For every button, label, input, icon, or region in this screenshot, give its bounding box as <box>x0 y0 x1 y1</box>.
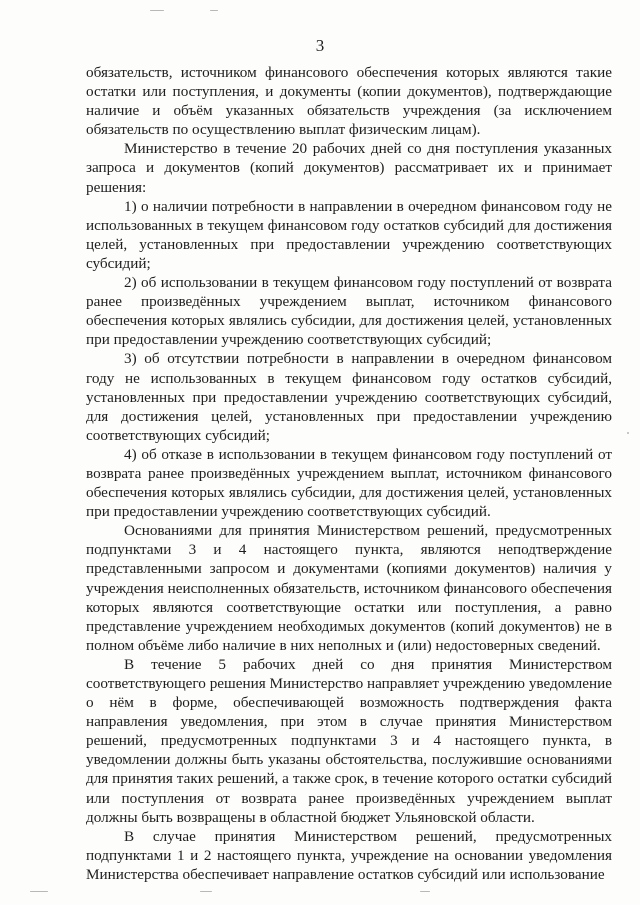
paragraph: Основаниями для принятия Министерством решений, предусмотренных подпунктами 3 и 4 настоящего пункта, являются неподтверждение представленными запросом и документами (копиями документов) наличия у учреждения неисполненных обязательств, источником финансового обеспечения которых являются соответствующие остатки или поступления, а равно представление учреждением необходимых документов (копий документов) не в полном объёме либо наличие в них неполных и (или) недостоверных сведений. <box>86 522 612 654</box>
scan-speck <box>150 10 164 11</box>
page-number: 3 <box>315 36 325 55</box>
list-item: 2) об использовании в текущем финансовом году поступлений от возврата ранее произведённых учреждением выплат, источником финансового обеспечения которых являлись субсидии, для достижения целей, установленных при предоставлении учреждению соответствующих субсидий; <box>86 274 612 349</box>
paragraph: В случае принятия Министерством решений, предусмотренных подпунктами 1 и 2 настоящего пункта, учреждение на основании уведомления Министерства обеспечивает направление остатков субсидий или использование <box>86 827 612 883</box>
list-item: 4) об отказе в использовании в текущем финансовом году поступлений от возврата ранее произведённых учреждением выплат, источником финансового обеспечения которых являлись субсидии, для достижения целей, установленных при предоставлении учреждению соответствующих субсидий. <box>86 445 612 521</box>
body-text <box>86 63 612 884</box>
scan-speck <box>210 10 218 11</box>
paragraph: обязательств, источником финансового обеспечения которых являются такие остатки или поступления, и документы (копии документов), подтверждающие наличие и объём указанных обязательств учреждения (за исключением обязательств по осуществлению выплат физическим лицам). <box>86 64 612 139</box>
paragraph: Министерство в течение 20 рабочих дней со дня поступления указанных запроса и документов (копий документов) рассматривает их и принимает решения: <box>86 140 612 196</box>
paragraph: В течение 5 рабочих дней со дня принятия Министерством соответствующего решения Министерство направляет учреждению уведомление о нём в форме, обеспечивающей возможность подтверждения факта направления уведомления, при этом в случае принятия Министерством решений, предусмотренных подпунктами 3 и 4 настоящего пункта, в уведомлении должны быть указаны обстоятельства, послужившие основаниями для принятия таких решений, а также срок, в течение которого остатки субсидий или поступления от возврата ранее произведённых учреждением выплат должны быть возвращены в областной бюджет Ульяновской области. <box>86 655 612 826</box>
scan-speck <box>30 891 48 892</box>
scan-speck <box>627 432 629 434</box>
list-item: 1) о наличии потребности в направлении в очередном финансовом году не использованных в текущем финансовом году остатков субсидий для достижения целей, установленных при предоставлении учреждению соответствующих субсидий; <box>86 197 612 272</box>
scan-speck <box>200 891 212 892</box>
list-item: 3) об отсутствии потребности в направлении в очередном финансовом году не использованных в текущем финансовом году остатков субсидий, установленных при предоставлении учреждению соответствующих субсидий, для достижения целей, установленных при предоставлении учреждению соответствующих субсидий; <box>86 350 612 444</box>
scan-speck <box>420 891 430 892</box>
